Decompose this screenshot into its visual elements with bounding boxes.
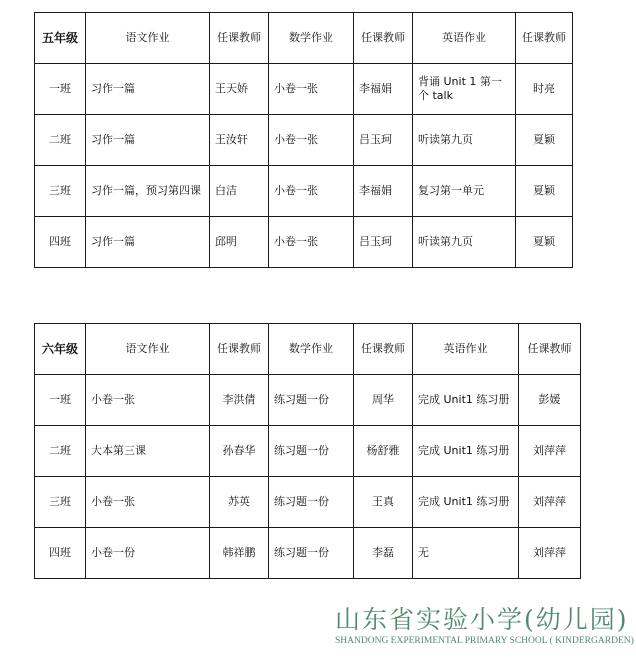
class-label: 四班 xyxy=(35,217,86,268)
grade-label: 五年级 xyxy=(35,13,86,64)
math-homework: 练习题一份 xyxy=(269,528,354,579)
chinese-homework: 小卷一张 xyxy=(86,375,210,426)
table-row xyxy=(35,166,573,217)
chinese-teacher: 韩祥鹏 xyxy=(210,528,269,579)
math-homework: 练习题一份 xyxy=(269,375,354,426)
chinese-teacher: 王汝轩 xyxy=(210,115,269,166)
chinese-homework: 习作一篇 xyxy=(86,64,210,115)
header-chinese: 语文作业 xyxy=(86,324,210,375)
header-teacher: 任课教师 xyxy=(354,13,413,64)
english-teacher: 时亮 xyxy=(516,64,573,115)
english-homework: 听读第九页 xyxy=(413,217,516,268)
header-chinese: 语文作业 xyxy=(86,13,210,64)
math-homework: 小卷一张 xyxy=(269,166,354,217)
math-teacher: 李磊 xyxy=(354,528,413,579)
english-teacher: 刘萍萍 xyxy=(519,528,581,579)
chinese-homework: 小卷一张 xyxy=(86,477,210,528)
english-teacher: 夏颖 xyxy=(516,115,573,166)
math-teacher: 周华 xyxy=(354,375,413,426)
header-teacher: 任课教师 xyxy=(210,13,269,64)
table-row xyxy=(35,477,581,528)
chinese-teacher: 王天娇 xyxy=(210,64,269,115)
chinese-homework: 习作一篇 xyxy=(86,115,210,166)
english-homework: 完成 Unit1 练习册 xyxy=(413,375,519,426)
grade6-homework-table xyxy=(34,323,581,579)
chinese-homework: 大本第三课 xyxy=(86,426,210,477)
class-label: 二班 xyxy=(35,115,86,166)
header-english: 英语作业 xyxy=(413,324,519,375)
english-homework: 复习第一单元 xyxy=(413,166,516,217)
chinese-homework: 习作一篇 xyxy=(86,217,210,268)
table-header-row xyxy=(35,324,581,375)
math-teacher: 李福娟 xyxy=(354,64,413,115)
grade5-homework-table xyxy=(34,12,573,268)
math-teacher: 吕玉珂 xyxy=(354,115,413,166)
math-homework: 小卷一张 xyxy=(269,115,354,166)
english-teacher: 夏颖 xyxy=(516,166,573,217)
chinese-teacher: 孙春华 xyxy=(210,426,269,477)
english-teacher: 夏颖 xyxy=(516,217,573,268)
math-homework: 练习题一份 xyxy=(269,426,354,477)
english-homework: 完成 Unit1 练习册 xyxy=(413,477,519,528)
math-teacher: 杨舒雅 xyxy=(354,426,413,477)
header-teacher: 任课教师 xyxy=(516,13,573,64)
english-homework: 背诵 Unit 1 第一个 talk xyxy=(413,64,516,115)
class-label: 一班 xyxy=(35,375,86,426)
table-row xyxy=(35,115,573,166)
english-homework: 听读第九页 xyxy=(413,115,516,166)
class-label: 三班 xyxy=(35,166,86,217)
header-teacher: 任课教师 xyxy=(354,324,413,375)
math-homework: 小卷一张 xyxy=(269,64,354,115)
chinese-teacher: 李洪倩 xyxy=(210,375,269,426)
chinese-homework: 小卷一份 xyxy=(86,528,210,579)
chinese-teacher: 白洁 xyxy=(210,166,269,217)
math-teacher: 李福娟 xyxy=(354,166,413,217)
header-teacher: 任课教师 xyxy=(519,324,581,375)
header-english: 英语作业 xyxy=(413,13,516,64)
chinese-teacher: 邱明 xyxy=(210,217,269,268)
header-math: 数学作业 xyxy=(269,13,354,64)
class-label: 四班 xyxy=(35,528,86,579)
class-label: 一班 xyxy=(35,64,86,115)
table-row xyxy=(35,528,581,579)
grade-label: 六年级 xyxy=(35,324,86,375)
chinese-teacher: 苏英 xyxy=(210,477,269,528)
english-teacher: 刘萍萍 xyxy=(519,426,581,477)
english-teacher: 彭媛 xyxy=(519,375,581,426)
school-name-english: SHANDONG EXPERIMENTAL PRIMARY SCHOOL ( KINDERGARDEN) xyxy=(335,636,634,646)
header-math: 数学作业 xyxy=(269,324,354,375)
table-row xyxy=(35,217,573,268)
english-homework: 完成 Unit1 练习册 xyxy=(413,426,519,477)
table-row xyxy=(35,426,581,477)
school-name-chinese: 山东省实验小学(幼儿园) xyxy=(335,605,629,634)
header-teacher: 任课教师 xyxy=(210,324,269,375)
english-homework: 无 xyxy=(413,528,519,579)
math-teacher: 吕玉珂 xyxy=(354,217,413,268)
english-teacher: 刘萍萍 xyxy=(519,477,581,528)
table-row xyxy=(35,64,573,115)
math-homework: 练习题一份 xyxy=(269,477,354,528)
table-header-row xyxy=(35,13,573,64)
math-teacher: 王真 xyxy=(354,477,413,528)
class-label: 二班 xyxy=(35,426,86,477)
math-homework: 小卷一张 xyxy=(269,217,354,268)
table-row xyxy=(35,375,581,426)
school-logo xyxy=(335,605,634,647)
chinese-homework: 习作一篇，预习第四课 xyxy=(86,166,210,217)
class-label: 三班 xyxy=(35,477,86,528)
